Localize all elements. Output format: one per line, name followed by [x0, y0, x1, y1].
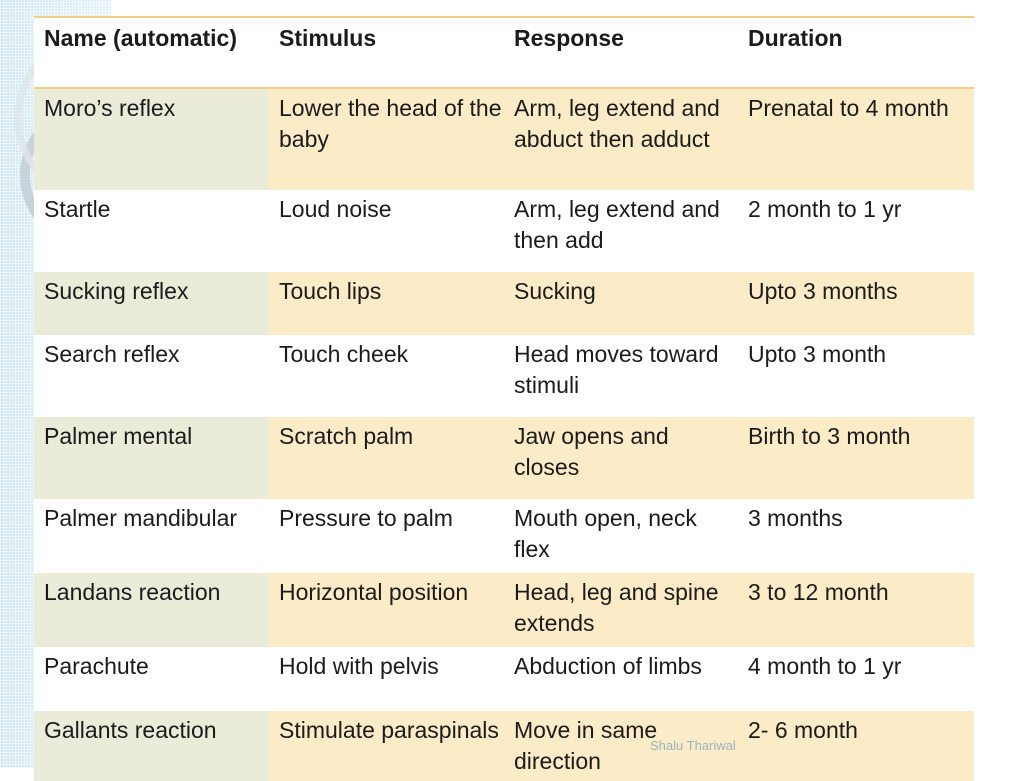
cell-stimulus: Stimulate paraspinals [279, 717, 499, 743]
cell-duration: 2- 6 month [748, 717, 858, 743]
cell-stimulus: Pressure to palm [279, 505, 453, 531]
cell-response: Head moves toward stimuli [514, 341, 719, 398]
cell-stimulus: Lower the head of the baby [279, 95, 502, 152]
cell-stimulus: Touch lips [279, 278, 382, 304]
cell-duration: 2 month to 1 yr [748, 196, 902, 222]
header-name: Name (automatic) [34, 18, 269, 88]
cell-response: Mouth open, neck flex [514, 505, 697, 562]
cell-stimulus: Loud noise [279, 196, 392, 222]
header-stimulus: Stimulus [269, 18, 504, 88]
cell-duration: Upto 3 month [748, 341, 887, 367]
cell-response: Arm, leg extend and abduct then adduct [514, 95, 720, 152]
cell-stimulus: Hold with pelvis [279, 653, 439, 679]
table-row [34, 647, 974, 711]
cell-name: Palmer mandibular [44, 505, 238, 531]
cell-stimulus: Horizontal position [279, 579, 469, 605]
header-response: Response [504, 18, 738, 88]
cell-response: Head, leg and spine extends [514, 579, 719, 636]
table-row [34, 88, 974, 190]
table-row [34, 711, 974, 781]
reflex-table [34, 18, 974, 781]
table-row [34, 272, 974, 335]
cell-duration: Upto 3 months [748, 278, 898, 304]
cell-name: Search reflex [44, 341, 180, 367]
cell-duration: 3 months [748, 505, 843, 531]
cell-name: Gallants reaction [34, 711, 269, 781]
cell-duration: 3 to 12 month [748, 579, 889, 605]
cell-response: Jaw opens and closes [514, 423, 669, 480]
table-row [34, 190, 974, 272]
table-header-row [34, 18, 974, 88]
cell-stimulus: Scratch palm [279, 423, 414, 449]
cell-response: Sucking [514, 278, 596, 304]
cell-name: Landans reaction [34, 573, 269, 647]
cell-response: Arm, leg extend and then add [514, 196, 720, 253]
cell-duration: 4 month to 1 yr [748, 653, 902, 679]
cell-duration: Prenatal to 4 month [748, 95, 949, 121]
cell-response: Move in same direction [514, 717, 658, 774]
cell-name: Moro’s reflex [34, 88, 269, 190]
table-row [34, 573, 974, 647]
author-credit: Shalu Thariwal [650, 738, 736, 753]
table-row [34, 335, 974, 417]
cell-name: Palmer mental [34, 417, 269, 499]
cell-duration: Birth to 3 month [748, 423, 911, 449]
cell-name: Startle [44, 196, 111, 222]
cell-name: Parachute [44, 653, 149, 679]
table-row [34, 417, 974, 499]
header-duration: Duration [738, 18, 974, 88]
cell-response: Abduction of limbs [514, 653, 702, 679]
cell-stimulus: Touch cheek [279, 341, 409, 367]
cell-name: Sucking reflex [34, 272, 269, 335]
table-row [34, 499, 974, 573]
